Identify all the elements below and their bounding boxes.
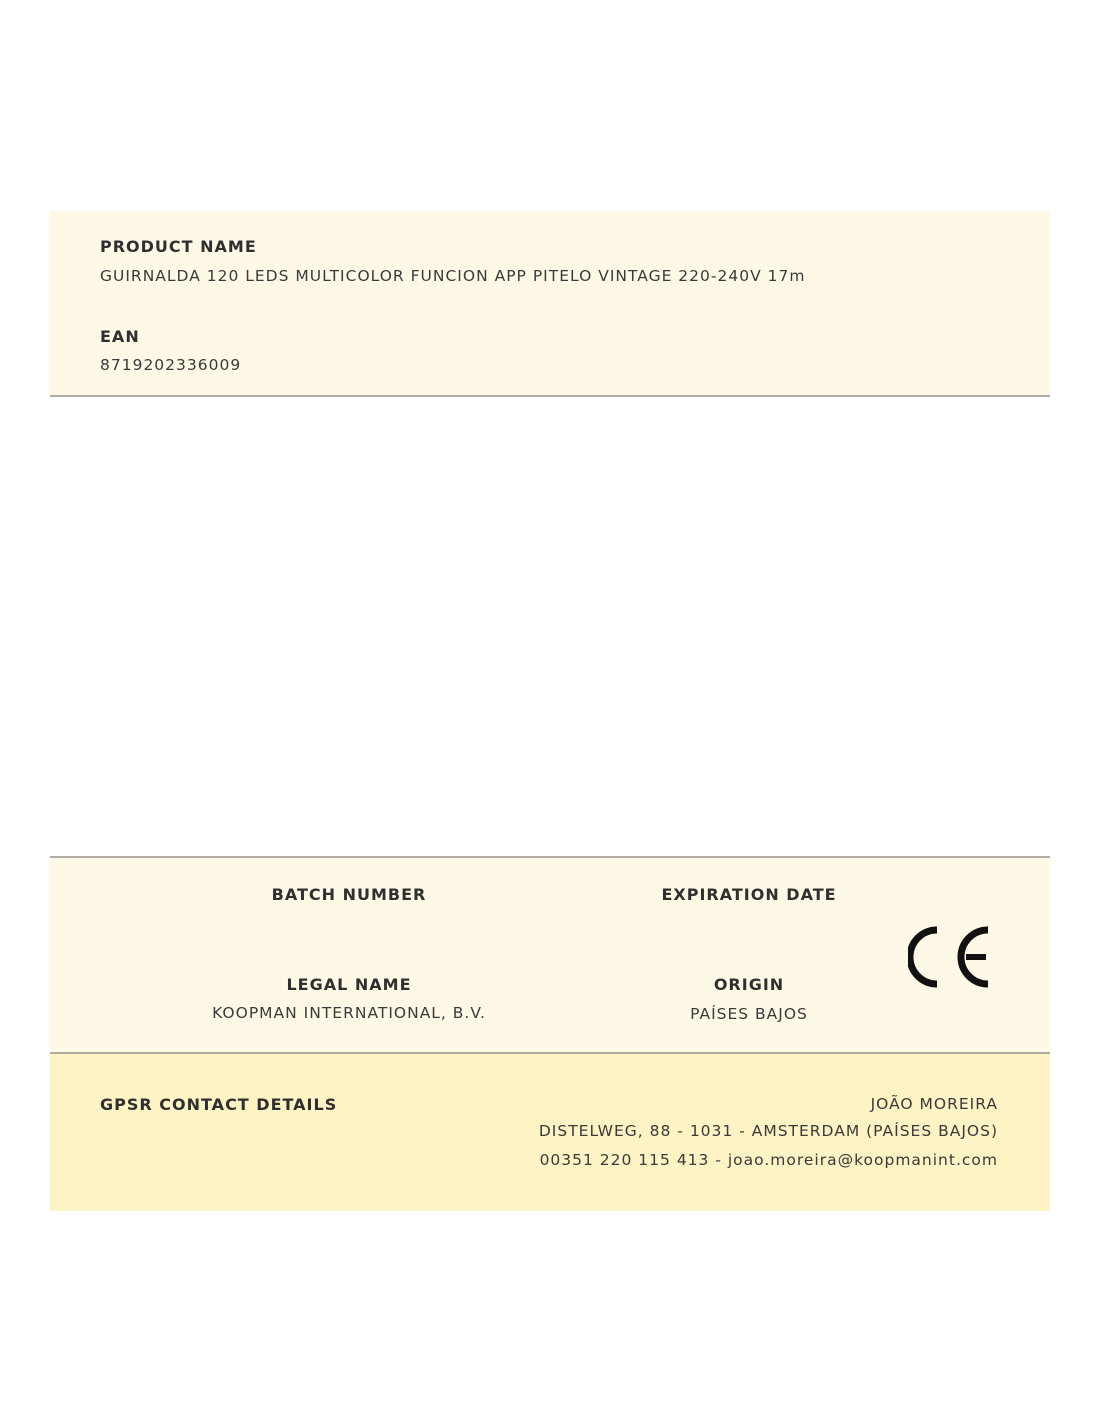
ce-mark-icon	[908, 926, 992, 988]
legal-name-value: KOOPMAN INTERNATIONAL, B.V.	[212, 1004, 486, 1022]
gpsr-contact-section	[50, 1054, 1050, 1211]
expiration-date-label: EXPIRATION DATE	[661, 885, 837, 904]
legal-name-label: LEGAL NAME	[286, 975, 412, 994]
product-name-label: PRODUCT NAME	[100, 237, 257, 256]
contact-address: DISTELWEG, 88 - 1031 - AMSTERDAM (PAÍSES BAJOS)	[538, 1122, 998, 1140]
contact-phone-email: 00351 220 115 413 - joao.moreira@koopmanint.com	[539, 1151, 998, 1169]
batch-number-label: BATCH NUMBER	[271, 885, 427, 904]
product-name-value: GUIRNALDA 120 LEDS MULTICOLOR FUNCION APP PITELO VINTAGE 220-240V 17m	[100, 267, 806, 285]
contact-name: JOÃO MOREIRA	[870, 1095, 998, 1113]
origin-value: PAÍSES BAJOS	[690, 1005, 808, 1023]
ean-label: EAN	[100, 327, 140, 346]
product-info-section	[50, 856, 1050, 1054]
gpsr-contact-label: GPSR CONTACT DETAILS	[100, 1095, 338, 1114]
ean-value: 8719202336009	[100, 356, 242, 374]
origin-label: ORIGIN	[713, 975, 785, 994]
product-section	[50, 211, 1050, 397]
